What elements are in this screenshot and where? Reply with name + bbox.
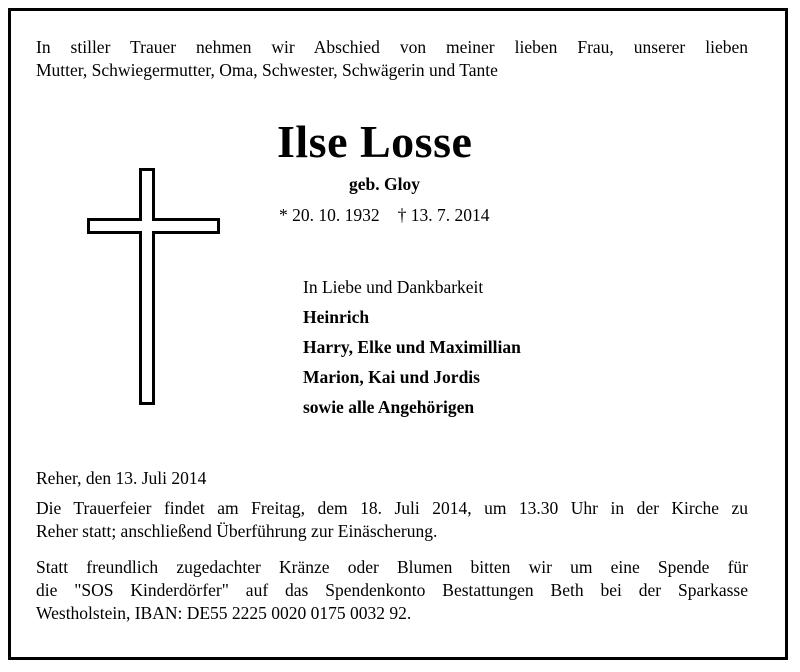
mourners-block	[303, 272, 521, 422]
ceremony-line: Die Trauerfeier findet am Freitag, dem 18. Juli 2014, um 13.30 Uhr in der Kirche zu	[36, 498, 748, 518]
mourner-name: sowie alle Angehörigen	[303, 397, 475, 417]
donation-line: Statt freundlich zugedachter Kränze oder Blumen bitten wir um eine Spende für	[36, 557, 748, 577]
donation-text	[36, 556, 748, 625]
latin-cross-icon	[78, 158, 228, 414]
donation-line: Westholstein, IBAN: DE55 2225 0020 0175 0032 92.	[36, 603, 412, 623]
ceremony-line: Reher statt; anschließend Überführung zur Einäscherung.	[36, 521, 438, 541]
place-date-line: Reher, den 13. Juli 2014	[36, 468, 207, 488]
death-date: † 13. 7. 2014	[397, 205, 490, 225]
life-dates	[279, 203, 490, 227]
intro-line: In stiller Trauer nehmen wir Abschied von meiner lieben Frau, unserer lieben	[36, 37, 748, 57]
intro-text	[36, 36, 748, 82]
ceremony-text	[36, 497, 748, 543]
mourners-intro: In Liebe und Dankbarkeit	[303, 277, 484, 297]
place-date	[36, 467, 748, 490]
maiden-name: geb. Gloy	[349, 174, 420, 194]
birth-date: * 20. 10. 1932	[279, 205, 380, 225]
deceased-name: Ilse Losse	[277, 116, 473, 167]
mourner-name: Heinrich	[303, 307, 370, 327]
intro-line: Mutter, Schwiegermutter, Oma, Schwester, Schwägerin und Tante	[36, 60, 498, 80]
mourner-name: Harry, Elke und Maximillian	[303, 337, 521, 357]
mourner-name: Marion, Kai und Jordis	[303, 367, 480, 387]
donation-line: die "SOS Kinderdörfer" auf das Spendenkonto Bestattungen Beth bei der Sparkasse	[36, 580, 748, 600]
